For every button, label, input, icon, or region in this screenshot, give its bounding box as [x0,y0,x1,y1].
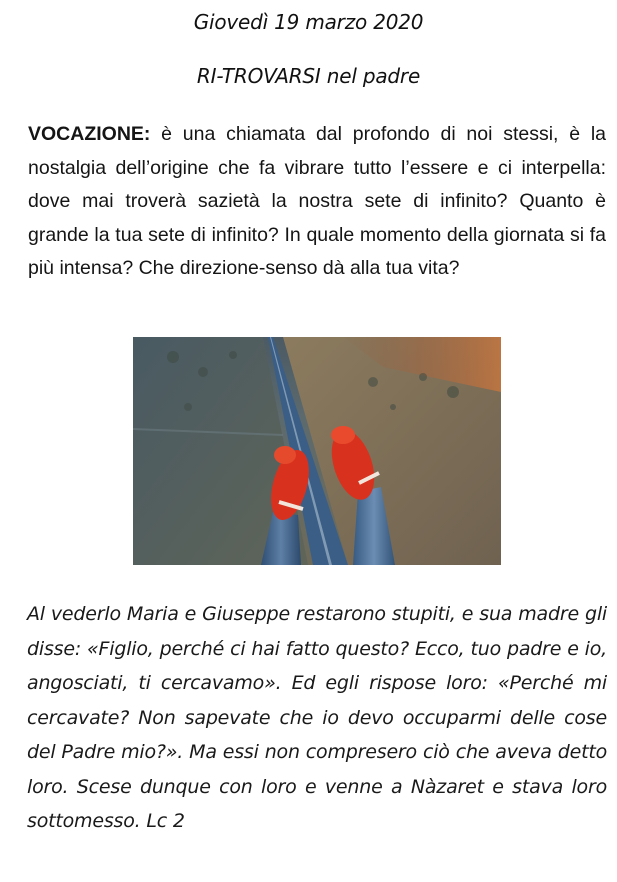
vocazione-text: è una chiamata dal profondo di noi stessi, è la nostalgia dell’origine che fa vibrare tutto l’essere e ci interpella: dove mai troverà sazietà la nostra sete di infinito? Quanto è grande la tua sete di infinito? In quale momento della giornata si fa più intensa? Che direzione-senso dà alla tua vita? [28,123,606,279]
page-date: Giovedì 19 marzo 2020 [193,10,424,34]
vocazione-paragraph [28,118,606,286]
gospel-quote: Al vederlo Maria e Giuseppe restarono stupiti, e sua madre gli disse: «Figlio, perché ci hai fatto questo? Ecco, tuo padre e io, angosciati, ti cercavamo». Ed egli rispose loro: «Perché mi cercavate? Non sapevate che io devo occuparmi delle cose del Padre mio?». Ma essi non compresero ciò che aveva detto loro. Scese dunque con loro e venne a Nàzaret e stava loro sottomesso. Lc 2 [27,603,607,832]
photo-illustration [133,337,501,565]
sneakers-over-road-photo [133,337,501,565]
page-title: RI-TROVARSI nel padre [196,64,421,88]
vocazione-label: VOCAZIONE: [28,123,151,145]
